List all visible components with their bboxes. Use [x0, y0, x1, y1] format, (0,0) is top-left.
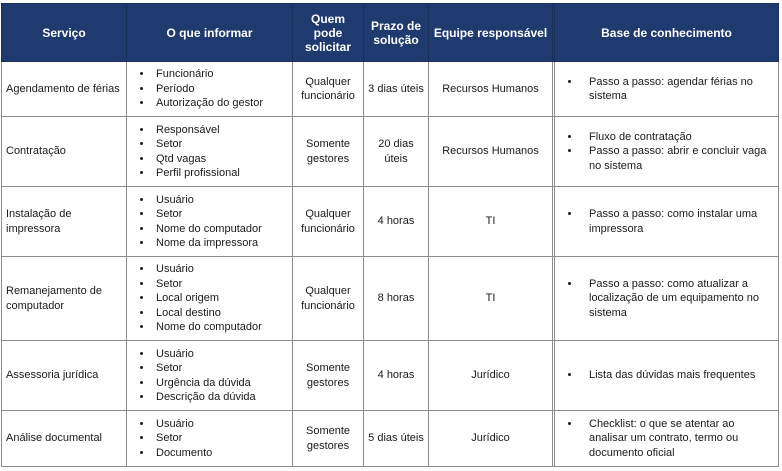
list-item: • Nome do computador [153, 320, 288, 335]
base-cell-list [559, 130, 774, 174]
servico-cell: Instalação de impressora [2, 187, 127, 257]
informar-cell-list [131, 262, 288, 335]
list-item: • Passo a passo: agendar férias no sistema [581, 75, 774, 104]
header-quem: Quem pode solicitar [293, 4, 364, 62]
list-item: • Nome do computador [153, 222, 288, 237]
equipe-cell: TI [429, 257, 553, 341]
list-item: • Responsável [153, 123, 288, 138]
list-item: • Passo a passo: abrir e concluir vaga no sistema [581, 144, 774, 173]
prazo-cell: 8 horas [364, 257, 429, 341]
list-item: • Checklist: o que se atentar ao analisar um contrato, termo ou documento oficial [581, 417, 774, 461]
table-body [2, 62, 779, 467]
list-item: • Usuário [153, 193, 288, 208]
service-catalog-table [1, 3, 779, 467]
table-row [2, 117, 779, 187]
table-row [2, 411, 779, 467]
list-item: • Passo a passo: como atualizar a localização de um equipamento no sistema [581, 277, 774, 321]
list-item: • Local origem [153, 291, 288, 306]
quem-cell: Somente gestores [293, 117, 364, 187]
informar-cell-list [131, 193, 288, 251]
informar-cell [127, 187, 293, 257]
table-row [2, 62, 779, 117]
header-equipe: Equipe responsável [429, 4, 553, 62]
servico-cell: Contratação [2, 117, 127, 187]
equipe-cell: Jurídico [429, 341, 553, 411]
base-cell-list [559, 75, 774, 104]
list-item: • Urgência da dúvida [153, 376, 288, 391]
list-item: • Autorização do gestor [153, 96, 288, 111]
list-item: • Local destino [153, 306, 288, 321]
equipe-cell: Recursos Humanos [429, 62, 553, 117]
base-cell [555, 117, 779, 187]
list-item: • Usuário [153, 262, 288, 277]
table-row [2, 187, 779, 257]
list-item: • Passo a passo: como instalar uma impressora [581, 207, 774, 236]
list-item: • Usuário [153, 347, 288, 362]
base-cell [555, 62, 779, 117]
list-item: • Fluxo de contratação [581, 130, 774, 145]
list-item: • Qtd vagas [153, 152, 288, 167]
base-cell [555, 257, 779, 341]
equipe-cell: Recursos Humanos [429, 117, 553, 187]
list-item: • Usuário [153, 417, 288, 432]
quem-cell: Qualquer funcionário [293, 62, 364, 117]
list-item: • Documento [153, 446, 288, 461]
quem-cell: Qualquer funcionário [293, 257, 364, 341]
list-item: • Lista das dúvidas mais frequentes [581, 368, 774, 383]
header-informar: O que informar [127, 4, 293, 62]
informar-cell [127, 117, 293, 187]
list-item: • Setor [153, 277, 288, 292]
list-item: • Descrição da dúvida [153, 390, 288, 405]
prazo-cell: 4 horas [364, 341, 429, 411]
quem-cell: Somente gestores [293, 341, 364, 411]
informar-cell-list [131, 67, 288, 111]
base-cell-list [559, 417, 774, 461]
base-cell [555, 341, 779, 411]
list-item: • Nome da impressora [153, 236, 288, 251]
base-cell-list [559, 368, 774, 383]
header-base: Base de conhecimento [555, 4, 779, 62]
informar-cell [127, 62, 293, 117]
quem-cell: Qualquer funcionário [293, 187, 364, 257]
list-item: • Período [153, 82, 288, 97]
header-row [2, 4, 779, 62]
header-servico: Serviço [2, 4, 127, 62]
informar-cell-list [131, 347, 288, 405]
header-prazo: Prazo de solução [364, 4, 429, 62]
base-cell-list [559, 277, 774, 321]
list-item: • Perfil profissional [153, 166, 288, 181]
prazo-cell: 4 horas [364, 187, 429, 257]
informar-cell-list [131, 417, 288, 461]
informar-cell [127, 411, 293, 467]
servico-cell: Agendamento de férias [2, 62, 127, 117]
equipe-cell: Jurídico [429, 411, 553, 467]
base-cell-list [559, 207, 774, 236]
servico-cell: Análise documental [2, 411, 127, 467]
equipe-cell: TI [429, 187, 553, 257]
table-row [2, 341, 779, 411]
list-item: • Setor [153, 431, 288, 446]
base-cell [555, 411, 779, 467]
list-item: • Setor [153, 137, 288, 152]
prazo-cell: 20 dias úteis [364, 117, 429, 187]
list-item: • Setor [153, 207, 288, 222]
quem-cell: Somente gestores [293, 411, 364, 467]
servico-cell: Remanejamento de computador [2, 257, 127, 341]
base-cell [555, 187, 779, 257]
table-row [2, 257, 779, 341]
servico-cell: Assessoria jurídica [2, 341, 127, 411]
informar-cell [127, 257, 293, 341]
list-item: • Funcionário [153, 67, 288, 82]
list-item: • Setor [153, 361, 288, 376]
informar-cell [127, 341, 293, 411]
informar-cell-list [131, 123, 288, 181]
prazo-cell: 3 dias úteis [364, 62, 429, 117]
prazo-cell: 5 dias úteis [364, 411, 429, 467]
